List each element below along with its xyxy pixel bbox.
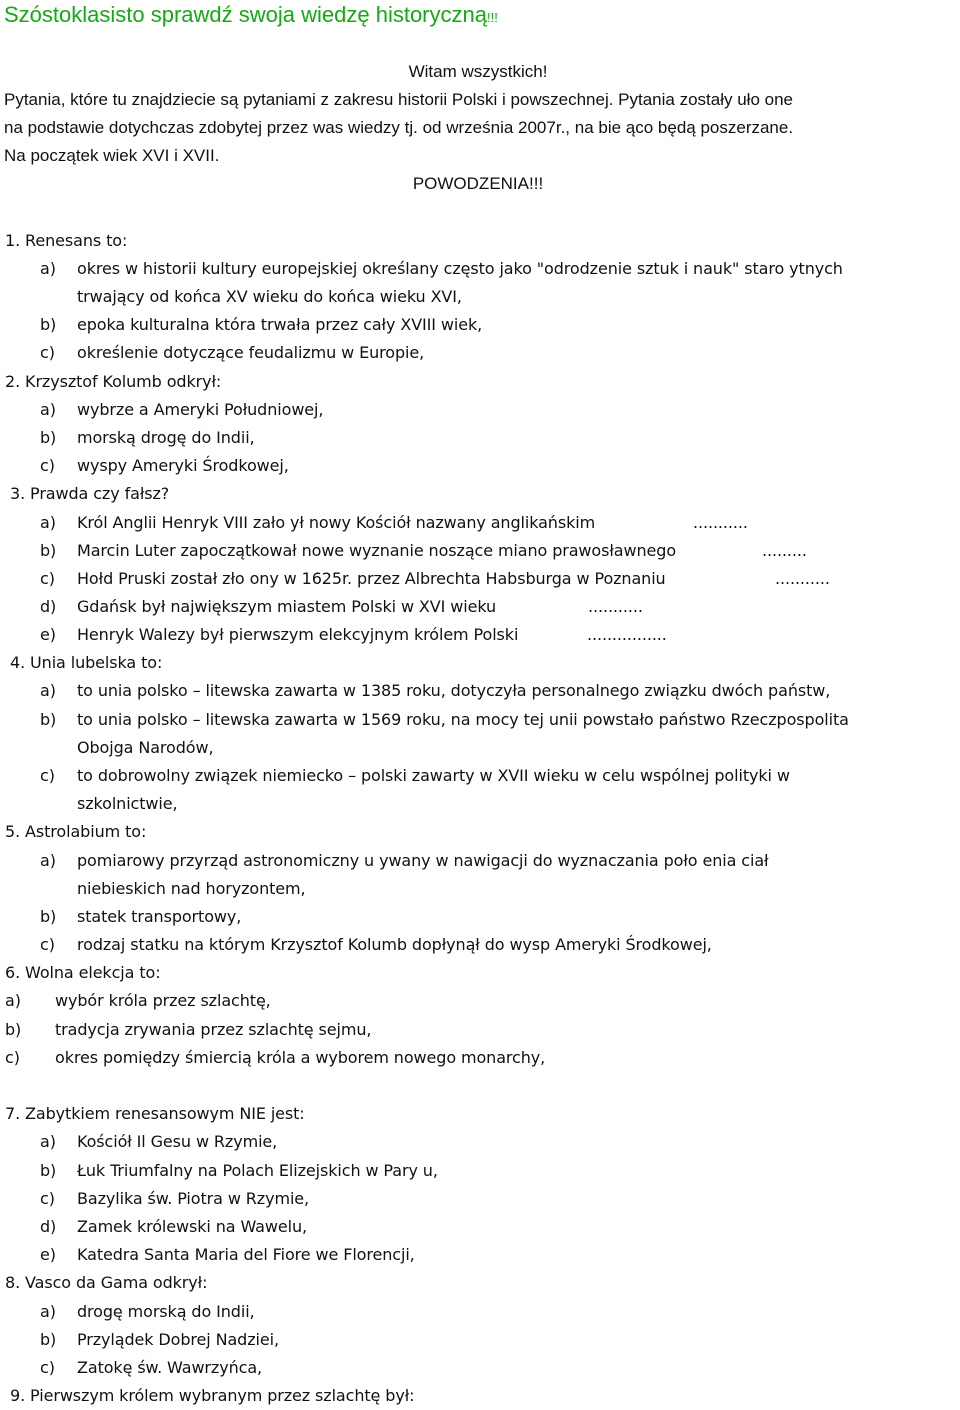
q1-a-text: okres w historii kultury europejskiej określany często jako "odrodzenie sztuk i nauk" staro ytnych — [77, 259, 843, 278]
q3-option-d — [0, 593, 960, 621]
q3-d-marker: d) — [40, 597, 57, 616]
q2-b-marker: b) — [40, 428, 57, 447]
q6-option-b — [0, 1016, 960, 1044]
question-4: 4. Unia lubelska to: — [10, 653, 163, 672]
q4-a-text: to unia polsko – litewska zawarta w 1385 roku, dotyczyła personalnego związku dwóch państw, — [77, 681, 831, 700]
q7-c-marker: c) — [40, 1189, 55, 1208]
q6-a-text: wybór króla przez szlachtę, — [55, 991, 271, 1010]
q3-option-b — [0, 537, 960, 565]
good-luck: POWODZENIA!!! — [412, 174, 544, 193]
q5-a-marker: a) — [40, 851, 56, 870]
q4-b-marker: b) — [40, 710, 57, 729]
q2-c-text: wyspy Ameryki Środkowej, — [77, 456, 289, 475]
q5-c-text: rodzaj statku na którym Krzysztof Kolumb dopłynął do wysp Ameryki Środkowej, — [77, 935, 712, 954]
q7-d-text: Zamek królewski na Wawelu, — [77, 1217, 307, 1236]
q2-option-c — [0, 452, 960, 480]
q3-e-marker: e) — [40, 625, 56, 644]
question-2: 2. Krzysztof Kolumb odkrył: — [5, 372, 222, 391]
q3-a-text: Król Anglii Henryk VIII zało ył nowy Kościół nazwany anglikańskim — [77, 513, 596, 532]
q4-b-text: to unia polsko – litewska zawarta w 1569 roku, na mocy tej unii powstało państwo Rzeczpospolita — [77, 710, 849, 729]
q4-c-text-cont: szkolnictwie, — [77, 794, 178, 813]
q2-a-marker: a) — [40, 400, 56, 419]
q3-option-c — [0, 565, 960, 593]
q5-option-b — [0, 903, 960, 931]
q7-b-marker: b) — [40, 1161, 57, 1180]
q2-c-marker: c) — [40, 456, 55, 475]
q3-e-text: Henryk Walezy był pierwszym elekcyjnym królem Polski — [77, 625, 519, 644]
page-title — [4, 0, 498, 30]
q6-b-text: tradycja zrywania przez szlachtę sejmu, — [55, 1020, 372, 1039]
q3-option-e — [0, 621, 960, 649]
q2-option-b — [0, 424, 960, 452]
q1-option-b — [0, 311, 960, 339]
q3-c-answer-blank[interactable]: ........... — [775, 569, 830, 588]
q2-b-text: morską drogę do Indii, — [77, 428, 255, 447]
q7-b-text: Łuk Triumfalny na Polach Elizejskich w Pary u, — [77, 1161, 438, 1180]
q8-b-text: Przylądek Dobrej Nadziei, — [77, 1330, 279, 1349]
q3-b-marker: b) — [40, 541, 57, 560]
q8-option-a — [0, 1298, 960, 1326]
q7-option-d — [0, 1213, 960, 1241]
title-text: Szóstoklasisto sprawdź swoja wiedzę historyczną — [4, 2, 487, 27]
q8-b-marker: b) — [40, 1330, 57, 1349]
question-5: 5. Astrolabium to: — [5, 822, 147, 841]
q5-b-marker: b) — [40, 907, 57, 926]
q7-option-c — [0, 1185, 960, 1213]
q5-a-text-cont: niebieskich nad horyzontem, — [77, 879, 306, 898]
q3-a-answer-blank[interactable]: ........... — [693, 513, 748, 532]
q2-option-a — [0, 396, 960, 424]
q7-option-b — [0, 1157, 960, 1185]
question-1: 1. Renesans to: — [5, 231, 128, 250]
q3-c-marker: c) — [40, 569, 55, 588]
q3-b-text: Marcin Luter zapoczątkował nowe wyznanie noszące miano prawosławnego — [77, 541, 677, 560]
q7-c-text: Bazylika św. Piotra w Rzymie, — [77, 1189, 310, 1208]
q4-option-c — [0, 762, 960, 790]
q7-a-marker: a) — [40, 1132, 56, 1151]
q7-option-a — [0, 1128, 960, 1156]
q8-option-c — [0, 1354, 960, 1382]
q6-option-a — [0, 987, 960, 1015]
question-6: 6. Wolna elekcja to: — [5, 963, 161, 982]
intro-line-2: na podstawie dotychczas zdobytej przez was wiedzy tj. od września 2007r., na bie ąco będą poszerzane. — [4, 118, 794, 137]
q3-d-text: Gdańsk był największym miastem Polski w XVI wieku — [77, 597, 497, 616]
q4-option-a — [0, 677, 960, 705]
intro-line-3: Na początek wiek XVI i XVII. — [4, 146, 220, 165]
q4-b-text-cont: Obojga Narodów, — [77, 738, 214, 757]
q7-e-marker: e) — [40, 1245, 56, 1264]
q8-a-marker: a) — [40, 1302, 56, 1321]
q7-d-marker: d) — [40, 1217, 57, 1236]
q5-c-marker: c) — [40, 935, 55, 954]
intro-line-1: Pytania, które tu znajdziecie są pytaniami z zakresu historii Polski i powszechnej. Pytania zostały uło one — [4, 90, 793, 109]
q8-a-text: drogę morską do Indii, — [77, 1302, 255, 1321]
q4-c-text: to dobrowolny związek niemiecko – polski zawarty w XVII wieku w celu wspólnej polityki w — [77, 766, 790, 785]
q3-b-answer-blank[interactable]: ......... — [762, 541, 807, 560]
q8-option-b — [0, 1326, 960, 1354]
q1-c-marker: c) — [40, 343, 55, 362]
q4-c-marker: c) — [40, 766, 55, 785]
q1-b-text: epoka kulturalna która trwała przez cały XVIII wiek, — [77, 315, 483, 334]
q2-a-text: wybrze a Ameryki Południowej, — [77, 400, 324, 419]
q1-a-text-cont: trwający od końca XV wieku do końca wieku XVI, — [77, 287, 462, 306]
q1-option-a — [0, 255, 960, 283]
q7-option-e — [0, 1241, 960, 1269]
q8-c-text: Zatokę św. Wawrzyńca, — [77, 1358, 263, 1377]
question-7: 7. Zabytkiem renesansowym NIE jest: — [5, 1104, 305, 1123]
question-3: 3. Prawda czy fałsz? — [10, 484, 170, 503]
q3-d-answer-blank[interactable]: ........... — [588, 597, 643, 616]
q3-e-answer-blank[interactable]: ................ — [587, 625, 667, 644]
q6-c-marker: c) — [5, 1048, 20, 1067]
q5-a-text: pomiarowy przyrząd astronomiczny u ywany w nawigacji do wyznaczania poło enia ciał — [77, 851, 769, 870]
q7-a-text: Kościół Il Gesu w Rzymie, — [77, 1132, 278, 1151]
q6-b-marker: b) — [5, 1020, 22, 1039]
q5-b-text: statek transportowy, — [77, 907, 242, 926]
q6-a-marker: a) — [5, 991, 21, 1010]
q1-a-marker: a) — [40, 259, 56, 278]
greeting: Witam wszystkich! — [408, 62, 548, 81]
q3-option-a — [0, 509, 960, 537]
q1-c-text: określenie dotyczące feudalizmu w Europie, — [77, 343, 425, 362]
q6-option-c — [0, 1044, 960, 1072]
q5-option-c — [0, 931, 960, 959]
q5-option-a — [0, 847, 960, 875]
q1-option-c — [0, 339, 960, 367]
question-8: 8. Vasco da Gama odkrył: — [5, 1273, 208, 1292]
q8-c-marker: c) — [40, 1358, 55, 1377]
question-9: 9. Pierwszym królem wybranym przez szlachtę był: — [10, 1386, 415, 1405]
title-exclamation: !!! — [486, 10, 498, 25]
q4-a-marker: a) — [40, 681, 56, 700]
q3-a-marker: a) — [40, 513, 56, 532]
q1-b-marker: b) — [40, 315, 57, 334]
q4-option-b — [0, 706, 960, 734]
q3-c-text: Hołd Pruski został zło ony w 1625r. przez Albrechta Habsburga w Poznaniu — [77, 569, 666, 588]
q7-e-text: Katedra Santa Maria del Fiore we Florencji, — [77, 1245, 415, 1264]
q6-c-text: okres pomiędzy śmiercią króla a wyborem nowego monarchy, — [55, 1048, 546, 1067]
